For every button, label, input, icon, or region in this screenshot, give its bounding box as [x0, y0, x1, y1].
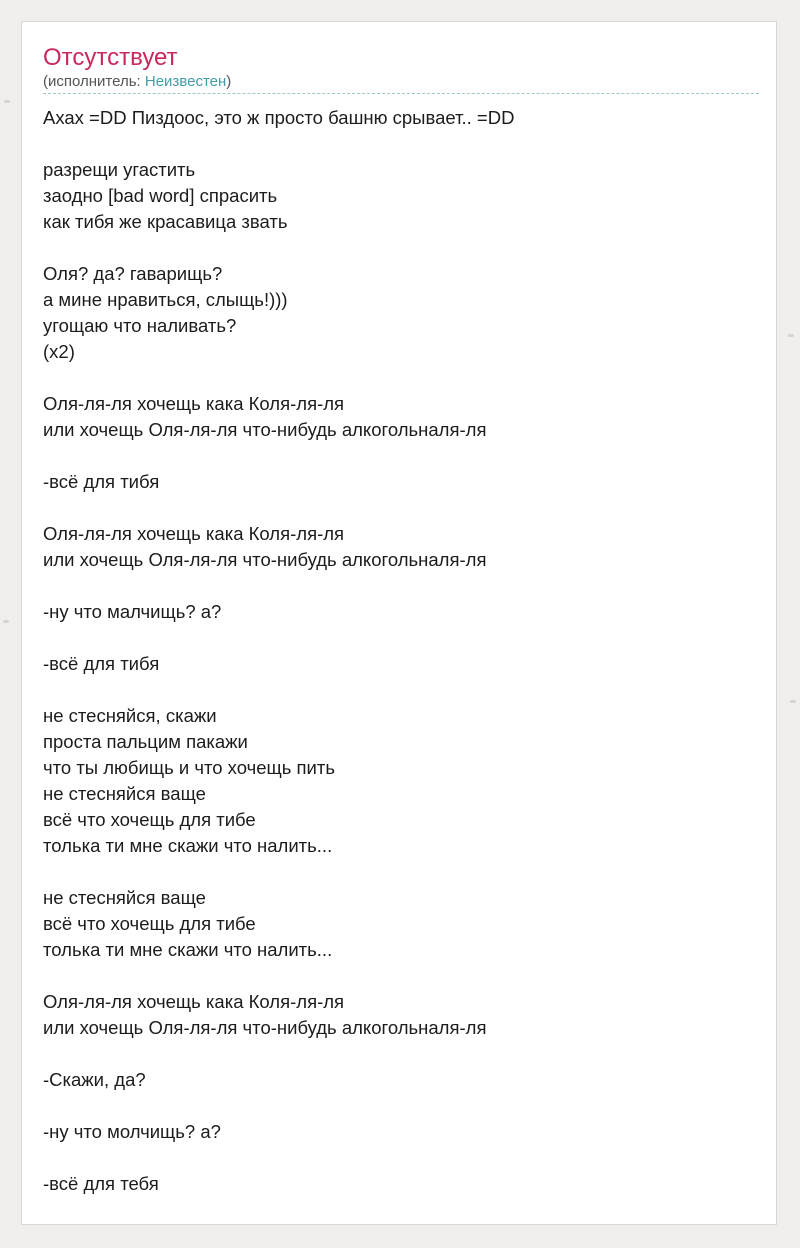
song-title: Отсутствует: [43, 44, 178, 71]
stanza-gap: [43, 365, 759, 391]
background-speck: [4, 100, 10, 103]
song-header: [43, 44, 759, 92]
stanza-gap: [43, 1093, 759, 1119]
lyrics-body: [43, 105, 759, 1197]
lyric-line: угощаю что наливать?: [43, 315, 237, 336]
lyric-line: толька ти мне скажи что налить...: [43, 939, 333, 960]
performer-link[interactable]: Неизвестен: [144, 73, 227, 90]
lyric-line: толька ти мне скажи что налить...: [43, 835, 333, 856]
lyric-line: Оля-ля-ля хочещь кака Коля-ля-ля: [43, 523, 345, 544]
stanza-gap: [43, 131, 759, 157]
header-divider: [43, 93, 759, 94]
stanza-gap: [43, 859, 759, 885]
stanza-gap: [43, 1145, 759, 1171]
stanza-gap: [43, 573, 759, 599]
background-speck: [790, 700, 796, 703]
lyric-line: разрещи угастить: [43, 159, 196, 180]
lyric-line: или хочещь Оля-ля-ля что-нибудь алкогольналя-ля: [43, 549, 487, 570]
lyric-line: -ну что малчищь? а?: [43, 601, 222, 622]
stanza-gap: [43, 443, 759, 469]
lyric-line: как тибя же красавица звать: [43, 211, 288, 232]
lyric-line: -Скажи, да?: [43, 1069, 146, 1090]
lyric-line: заодно [bad word] спрасить: [43, 185, 278, 206]
stanza-gap: [43, 495, 759, 521]
stanza-gap: [43, 625, 759, 651]
lyric-line: всё что хочещь для тибе: [43, 809, 256, 830]
lyric-line: Ахах =DD Пиздоос, это ж просто башню срывает.. =DD: [43, 107, 515, 128]
background-speck: [788, 334, 794, 337]
lyric-line: что ты любищь и что хочещь пить: [43, 757, 335, 778]
lyric-line: -ну что молчищь? а?: [43, 1121, 221, 1142]
lyric-line: (x2): [43, 341, 75, 362]
stanza-gap: [43, 1041, 759, 1067]
lyric-line: всё что хочещь для тибе: [43, 913, 256, 934]
lyric-line: не стесняйся ваще: [43, 783, 206, 804]
lyric-line: не стесняйся ваще: [43, 887, 206, 908]
lyric-line: Оля-ля-ля хочещь кака Коля-ля-ля: [43, 991, 345, 1012]
lyric-line: не стесняйся, скажи: [43, 705, 217, 726]
lyric-line: Оля-ля-ля хочещь кака Коля-ля-ля: [43, 393, 345, 414]
performer-line: [43, 72, 759, 92]
lyric-line: или хочещь Оля-ля-ля что-нибудь алкогольналя-ля: [43, 1017, 487, 1038]
stanza-gap: [43, 677, 759, 703]
lyric-line: -всё для тибя: [43, 653, 160, 674]
background-speck: [3, 620, 9, 623]
lyric-line: -всё для тебя: [43, 1173, 159, 1194]
lyric-line: а мине нравиться, слыщь!))): [43, 289, 288, 310]
lyric-line: или хочещь Оля-ля-ля что-нибудь алкогольналя-ля: [43, 419, 487, 440]
performer-close: ): [226, 73, 232, 90]
performer-label: (исполнитель:: [43, 73, 145, 90]
stanza-gap: [43, 963, 759, 989]
lyric-line: Оля? да? гаварищь?: [43, 263, 223, 284]
stanza-gap: [43, 235, 759, 261]
lyric-line: проста пальцим пакажи: [43, 731, 248, 752]
lyrics-card: [21, 21, 777, 1225]
lyric-line: -всё для тибя: [43, 471, 160, 492]
